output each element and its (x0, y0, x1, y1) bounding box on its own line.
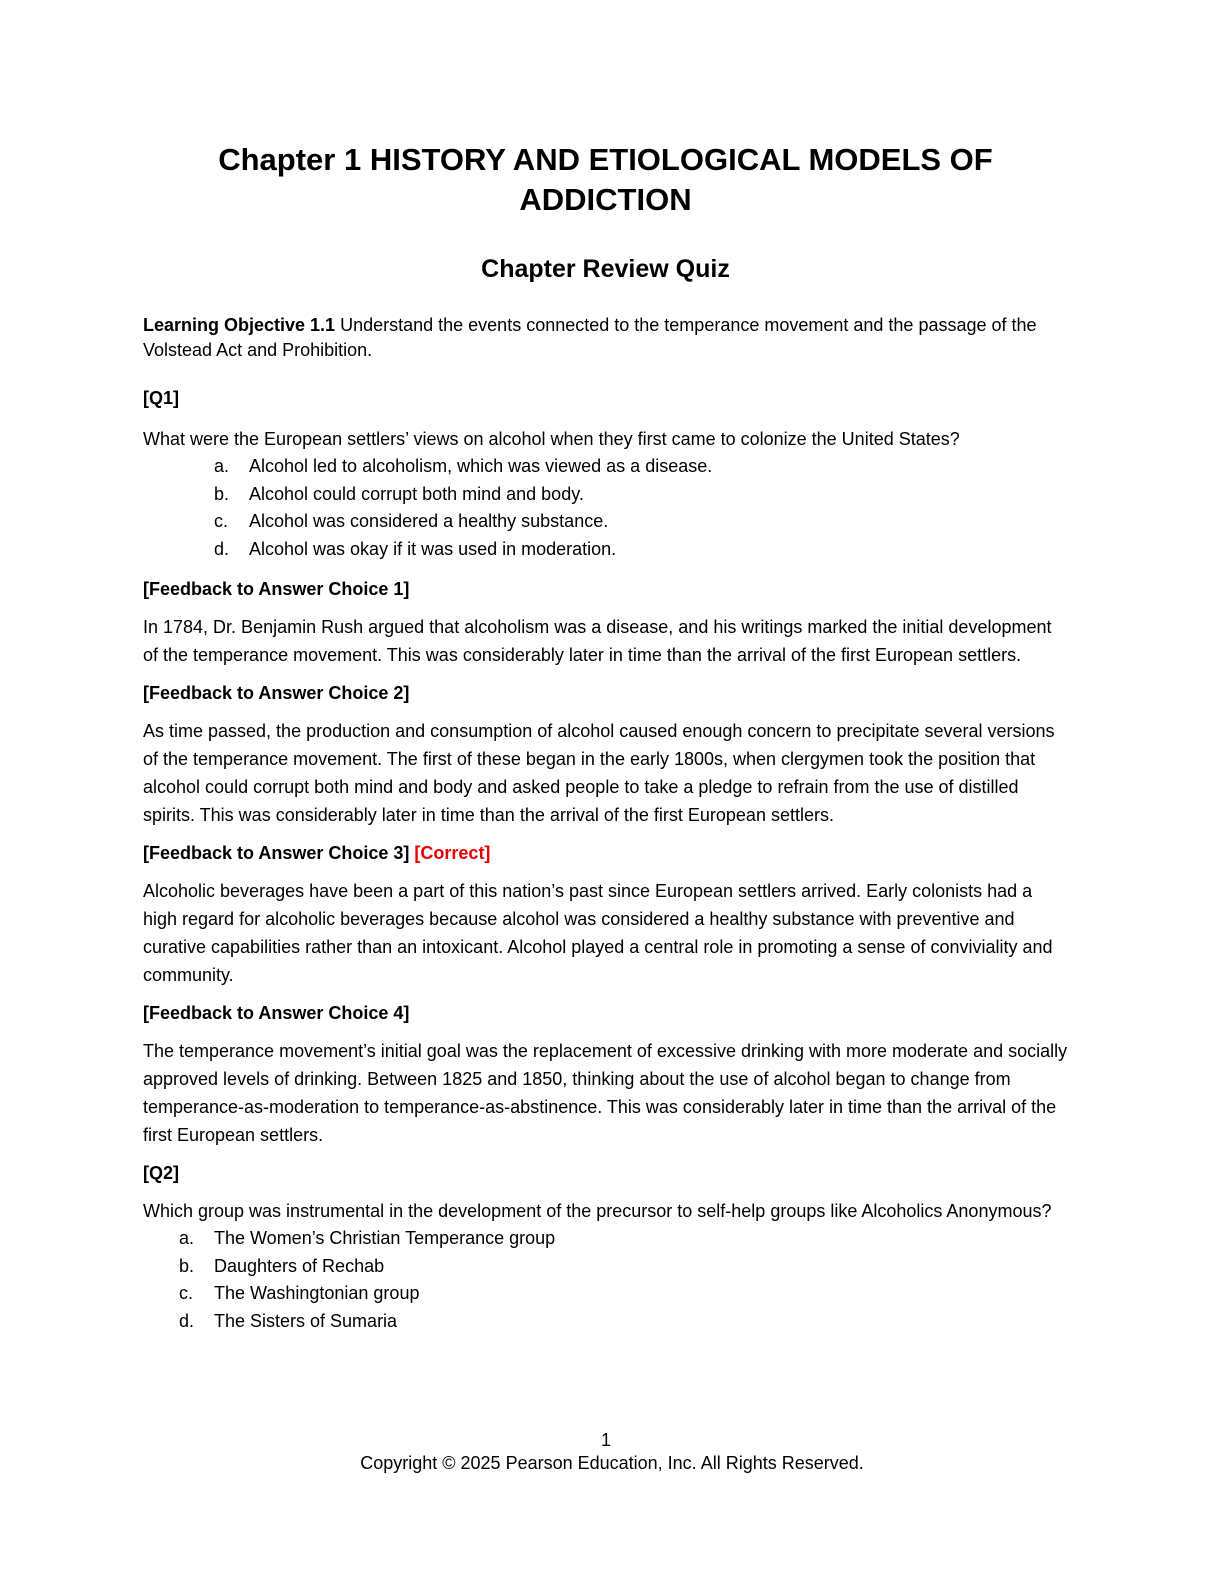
document-title: Chapter 1 HISTORY AND ETIOLOGICAL MODELS OF ADDICTION (218, 142, 993, 217)
question-text-q1: What were the European settlers’ views on alcohol when they first came to colonize the United States? (143, 429, 960, 449)
choice-text: Alcohol was considered a healthy substance. (249, 511, 609, 532)
document-page (143, 140, 1068, 1336)
feedback-text-4: The temperance movement’s initial goal was the replacement of excessive drinking with more moderate and socially approved levels of drinking. Between 1825 and 1850, thinking about the use of alcohol began to change from temperance-as-moderation to temperance-as-abstinence. This was considerably later in time than the arrival of the first European settlers. (143, 1040, 1068, 1145)
answer-choice (143, 508, 1068, 536)
choice-letter: a. (179, 1227, 195, 1248)
choice-text: Alcohol could corrupt both mind and body. (249, 483, 584, 504)
answer-choice (143, 1280, 1068, 1308)
answer-choice (143, 1253, 1068, 1281)
answer-choice (143, 1308, 1068, 1336)
document-subtitle: Chapter Review Quiz (481, 255, 730, 283)
feedback-heading-text: [Feedback to Answer Choice 4] (143, 1002, 410, 1023)
feedback-heading-text: [Feedback to Answer Choice 3] (143, 842, 410, 863)
choice-letter: d. (179, 1310, 195, 1331)
choice-text: The Sisters of Sumaria (214, 1310, 398, 1331)
choice-letter: b. (179, 1255, 195, 1276)
learning-objective (143, 313, 1068, 363)
choice-letter: d. (214, 539, 230, 560)
feedback-heading-4 (143, 1001, 1068, 1025)
choice-text: The Women’s Christian Temperance group (214, 1227, 556, 1248)
answer-choice (143, 453, 1068, 481)
feedback-text-3: Alcoholic beverages have been a part of this nation’s past since European settlers arrived. Early colonists had a high regard for alcoholic beverages because alcohol was considered a healthy substance with preventive and curative capabilities rather than an intoxicant. Alcohol played a central role in promoting a sense of conviviality and community. (143, 880, 1053, 985)
feedback-heading-2 (143, 681, 1068, 705)
question-label-q2: [Q2] (143, 1162, 179, 1183)
choice-letter: c. (179, 1283, 194, 1304)
choice-text: Alcohol led to alcoholism, which was viewed as a disease. (249, 456, 713, 476)
choice-letter: a. (214, 456, 230, 476)
learning-objective-label: Learning Objective 1.1 (143, 315, 336, 335)
choice-text: Alcohol was okay if it was used in moderation. (249, 539, 617, 560)
feedback-text-2: As time passed, the production and consumption of alcohol caused enough concern to precipitate several versions of the temperance movement. The first of these began in the early 1800s, when clergymen took the position that alcohol could corrupt both mind and body and asked people to take a pledge to refrain from the use of distilled spirits. This was considerably later in time than the arrival of the first European settlers. (143, 720, 1055, 825)
answer-choice (143, 481, 1068, 509)
learning-objective-text: Understand the events connected to the temperance movement and the passage of the Volstead Act and Prohibition. (143, 315, 1037, 360)
question-text-q2: Which group was instrumental in the development of the precursor to self-help groups like Alcoholics Anonymous? (143, 1200, 1052, 1221)
correct-answer-badge: [Correct] (414, 842, 491, 863)
choice-text: Daughters of Rechab (214, 1255, 385, 1276)
answer-choice (143, 536, 1068, 564)
choice-letter: c. (214, 511, 229, 532)
choice-letter: b. (214, 483, 230, 504)
feedback-heading-3 (143, 841, 1068, 865)
answer-choice (143, 1225, 1068, 1253)
feedback-heading-1 (143, 577, 1068, 601)
copyright-notice: Copyright © 2025 Pearson Education, Inc. All Rights Reserved. (360, 1453, 864, 1473)
choice-text: The Washingtonian group (214, 1283, 420, 1304)
question-label-q1: [Q1] (143, 388, 179, 408)
feedback-heading-text: [Feedback to Answer Choice 1] (143, 578, 410, 599)
feedback-heading-text: [Feedback to Answer Choice 2] (143, 682, 410, 703)
answer-choices-q2 (143, 1225, 1068, 1336)
page-number: 1 (600, 1430, 611, 1450)
feedback-text-1: In 1784, Dr. Benjamin Rush argued that alcoholism was a disease, and his writings marked the initial development of the temperance movement. This was considerably later in time than the arrival of the first European settlers. (143, 616, 1052, 665)
answer-choices-q1 (143, 453, 1068, 564)
